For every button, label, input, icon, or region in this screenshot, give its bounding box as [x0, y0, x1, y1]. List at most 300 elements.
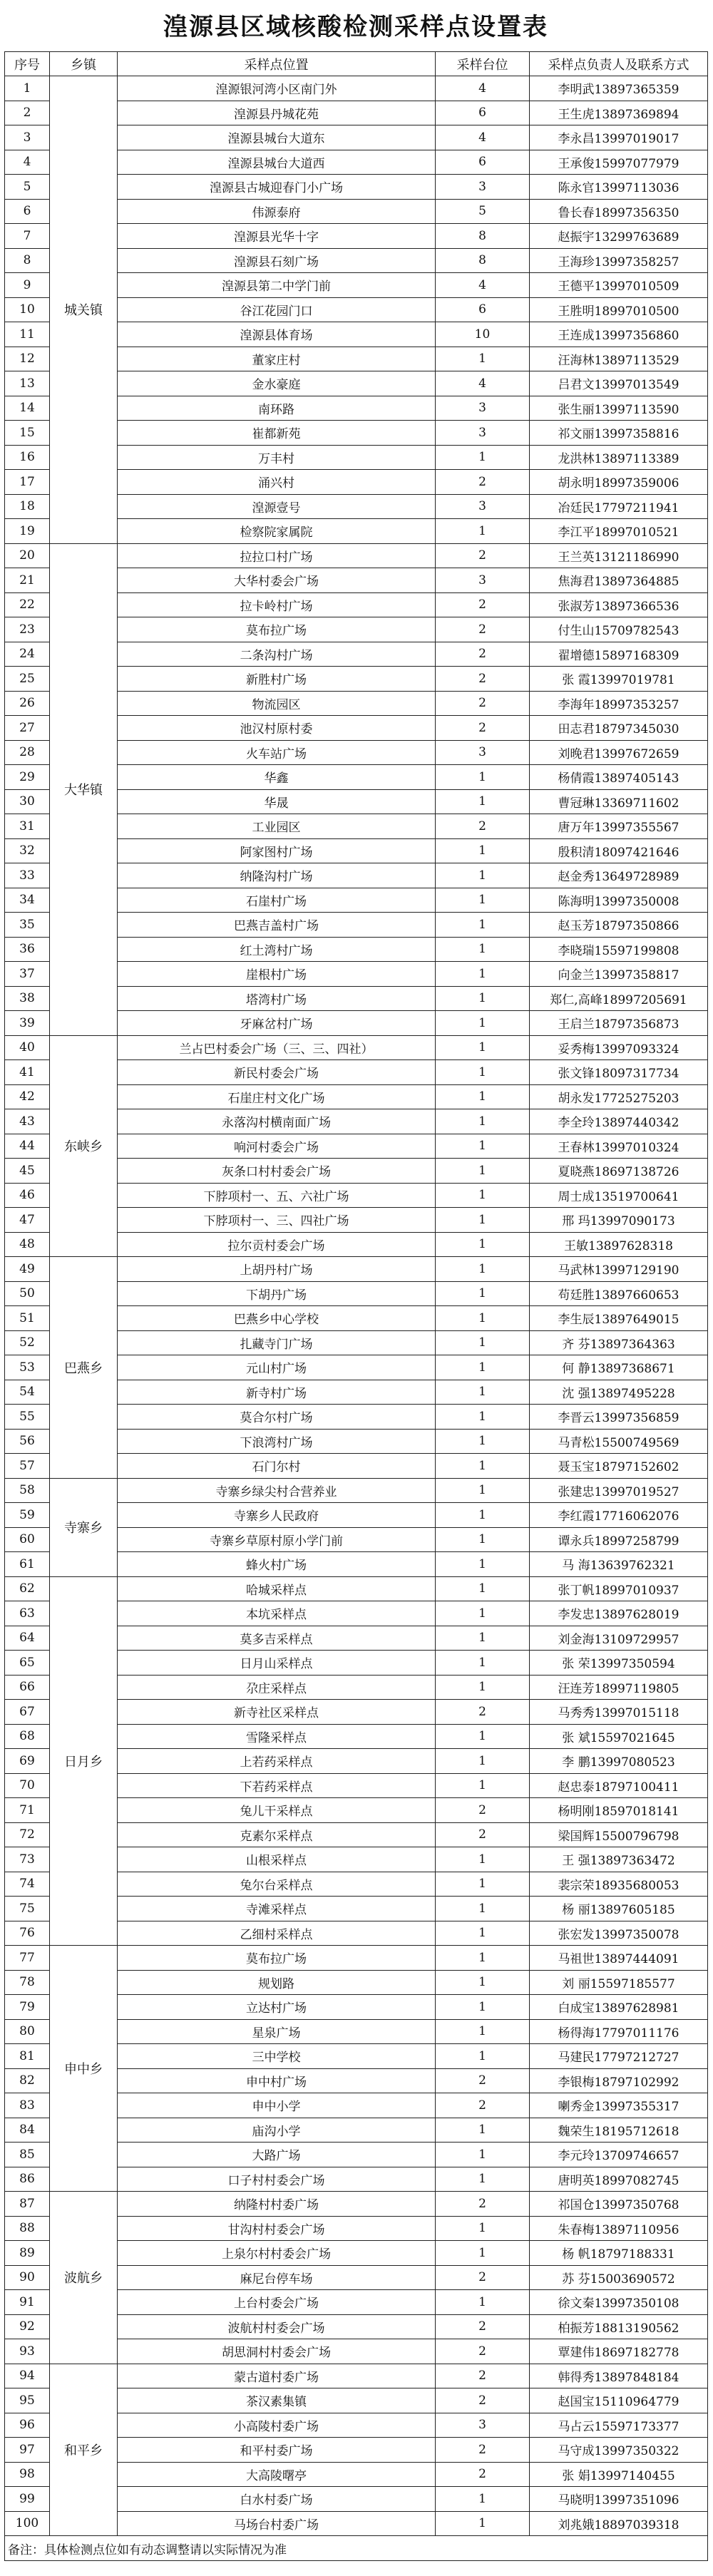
row-index: 72: [5, 1822, 50, 1847]
row-contact: 裴宗荣18935680053: [530, 1872, 708, 1897]
row-contact: 周士成13519700641: [530, 1183, 708, 1208]
row-index: 62: [5, 1576, 50, 1601]
row-index: 58: [5, 1478, 50, 1503]
row-index: 19: [5, 519, 50, 544]
row-index: 23: [5, 617, 50, 642]
row-index: 61: [5, 1552, 50, 1577]
row-location: 牙麻岔村广场: [118, 1011, 436, 1036]
header-location: 采样点位置: [118, 52, 436, 76]
row-index: 45: [5, 1159, 50, 1184]
row-contact: 刘兆娥18897039318: [530, 2511, 708, 2536]
row-stations: 1: [436, 863, 530, 888]
row-index: 14: [5, 396, 50, 421]
row-contact: 李全玲13897440342: [530, 1109, 708, 1134]
row-stations: 1: [436, 2241, 530, 2266]
row-location: 下脖项村一、五、六社广场: [118, 1183, 436, 1208]
row-index: 67: [5, 1700, 50, 1725]
row-location: 莫合尔村广场: [118, 1405, 436, 1430]
row-location: 麻尼台停车场: [118, 2265, 436, 2290]
row-stations: 1: [436, 1651, 530, 1676]
row-contact: 邢 玛13997090173: [530, 1208, 708, 1233]
row-index: 59: [5, 1503, 50, 1528]
row-location: 小高陵村委广场: [118, 2413, 436, 2438]
row-index: 95: [5, 2388, 50, 2413]
header-stations: 采样台位: [436, 52, 530, 76]
row-location: 华鑫: [118, 765, 436, 790]
row-location: 火车站广场: [118, 740, 436, 765]
row-stations: 3: [436, 2413, 530, 2438]
row-town: 申中乡: [50, 1946, 118, 2192]
row-location: 胡思洞村村委会广场: [118, 2339, 436, 2364]
row-stations: 1: [436, 1576, 530, 1601]
row-location: 南环路: [118, 396, 436, 421]
row-location: 纳隆沟村广场: [118, 863, 436, 888]
row-index: 35: [5, 913, 50, 938]
row-index: 70: [5, 1773, 50, 1798]
row-location: 兔儿干采样点: [118, 1798, 436, 1823]
row-contact: 张文锋18097317734: [530, 1060, 708, 1085]
row-location: 物流园区: [118, 691, 436, 716]
table-row: [5, 76, 708, 101]
row-contact: 聂玉宝18797152602: [530, 1454, 708, 1479]
table-row: [5, 2364, 708, 2388]
row-contact: 吕君文13997013549: [530, 371, 708, 396]
row-index: 41: [5, 1060, 50, 1085]
row-stations: 2: [436, 592, 530, 617]
row-index: 74: [5, 1872, 50, 1897]
row-index: 30: [5, 789, 50, 814]
row-stations: 1: [436, 888, 530, 913]
row-stations: 2: [436, 814, 530, 839]
row-contact: 向金兰13997358817: [530, 962, 708, 987]
row-index: 85: [5, 2143, 50, 2167]
row-contact: 马武林13997129190: [530, 1257, 708, 1282]
row-stations: 1: [436, 445, 530, 470]
row-location: 湟源壹号: [118, 494, 436, 519]
row-stations: 4: [436, 125, 530, 150]
row-index: 47: [5, 1208, 50, 1233]
row-contact: 赵国宝15110964779: [530, 2388, 708, 2413]
row-stations: 2: [436, 2093, 530, 2118]
row-location: 纳隆村村委广场: [118, 2192, 436, 2217]
row-location: 上泉尔村村委会广场: [118, 2241, 436, 2266]
row-contact: 王敏13897628318: [530, 1232, 708, 1257]
row-stations: 2: [436, 1798, 530, 1823]
row-stations: 1: [436, 1429, 530, 1454]
row-location: 茶汉素集镇: [118, 2388, 436, 2413]
row-contact: 陈永官13997113036: [530, 175, 708, 200]
row-contact: 刘金海13109729957: [530, 1626, 708, 1651]
row-location: 拉卡岭村广场: [118, 592, 436, 617]
row-index: 21: [5, 568, 50, 593]
row-contact: 张建忠13997019527: [530, 1478, 708, 1503]
row-index: 4: [5, 150, 50, 175]
row-contact: 夏晓燕18697138726: [530, 1159, 708, 1184]
row-index: 65: [5, 1651, 50, 1676]
row-contact: 何 静13897368671: [530, 1355, 708, 1380]
row-index: 29: [5, 765, 50, 790]
row-contact: 张 霞13997019781: [530, 667, 708, 692]
row-location: 湟源县体育场: [118, 322, 436, 347]
row-location: 雪隆采样点: [118, 1724, 436, 1749]
row-contact: 杨 帆18797188331: [530, 2241, 708, 2266]
row-location: 白水村委广场: [118, 2487, 436, 2512]
row-index: 76: [5, 1921, 50, 1946]
row-location: 伟源泰府: [118, 199, 436, 224]
row-index: 46: [5, 1183, 50, 1208]
row-index: 94: [5, 2364, 50, 2388]
row-contact: 李发忠13897628019: [530, 1601, 708, 1626]
row-location: 上胡丹村广场: [118, 1257, 436, 1282]
row-location: 口子村村委会广场: [118, 2167, 436, 2192]
row-stations: 1: [436, 913, 530, 938]
row-contact: 杨倩霞13897405143: [530, 765, 708, 790]
row-index: 28: [5, 740, 50, 765]
row-stations: 1: [436, 1847, 530, 1872]
row-contact: 齐 芬13897364363: [530, 1330, 708, 1355]
row-contact: 魏荣生18195712618: [530, 2118, 708, 2143]
row-location: 工业园区: [118, 814, 436, 839]
row-stations: 2: [436, 2192, 530, 2217]
row-index: 51: [5, 1306, 50, 1331]
row-index: 49: [5, 1257, 50, 1282]
row-stations: 2: [436, 1822, 530, 1847]
row-index: 55: [5, 1405, 50, 1430]
row-contact: 刘 丽15597185577: [530, 1970, 708, 1995]
row-stations: 1: [436, 1872, 530, 1897]
row-index: 73: [5, 1847, 50, 1872]
row-index: 48: [5, 1232, 50, 1257]
row-stations: 1: [436, 1109, 530, 1134]
row-stations: 8: [436, 248, 530, 273]
row-contact: 马建民17797212727: [530, 2044, 708, 2069]
row-contact: 祁国仓13997350768: [530, 2192, 708, 2217]
row-contact: 胡永发17725275203: [530, 1084, 708, 1109]
row-contact: 马青松15500749569: [530, 1429, 708, 1454]
row-location: 新寺社区采样点: [118, 1700, 436, 1725]
row-index: 57: [5, 1454, 50, 1479]
row-stations: 1: [436, 2290, 530, 2315]
row-stations: 8: [436, 224, 530, 249]
row-stations: 1: [436, 1355, 530, 1380]
row-stations: 3: [436, 740, 530, 765]
row-contact: 张 斌15597021645: [530, 1724, 708, 1749]
row-index: 31: [5, 814, 50, 839]
row-contact: 喇秀金13997355317: [530, 2093, 708, 2118]
row-contact: 杨 丽13897605185: [530, 1897, 708, 1921]
row-stations: 1: [436, 1330, 530, 1355]
row-location: 大高陵曙亭: [118, 2462, 436, 2487]
row-stations: 1: [436, 519, 530, 544]
row-index: 86: [5, 2167, 50, 2192]
row-contact: 王海珍13997358257: [530, 248, 708, 273]
row-stations: 1: [436, 1257, 530, 1282]
row-contact: 翟增德15897168309: [530, 642, 708, 667]
row-index: 13: [5, 371, 50, 396]
row-stations: 1: [436, 2118, 530, 2143]
row-stations: 1: [436, 1946, 530, 1971]
row-index: 33: [5, 863, 50, 888]
row-location: 金水豪庭: [118, 371, 436, 396]
row-location: 乙细村采样点: [118, 1921, 436, 1946]
row-index: 88: [5, 2216, 50, 2241]
row-stations: 1: [436, 347, 530, 371]
row-location: 扎藏寺门广场: [118, 1330, 436, 1355]
row-location: 巴燕吉盖村广场: [118, 913, 436, 938]
row-index: 11: [5, 322, 50, 347]
row-location: 石门尔村: [118, 1454, 436, 1479]
row-location: 检察院家属院: [118, 519, 436, 544]
row-stations: 1: [436, 1035, 530, 1060]
row-index: 52: [5, 1330, 50, 1355]
row-stations: 2: [436, 2364, 530, 2388]
row-index: 53: [5, 1355, 50, 1380]
row-index: 64: [5, 1626, 50, 1651]
row-stations: 1: [436, 962, 530, 987]
table-row: [5, 1478, 708, 1503]
row-contact: 沈 强13897495228: [530, 1380, 708, 1405]
table-row: [5, 1946, 708, 1971]
row-stations: 1: [436, 1897, 530, 1921]
row-location: 克素尔采样点: [118, 1822, 436, 1847]
row-town: 和平乡: [50, 2364, 118, 2536]
row-contact: 赵振宇13299763689: [530, 224, 708, 249]
row-location: 莫布拉广场: [118, 1946, 436, 1971]
row-stations: 1: [436, 1970, 530, 1995]
row-contact: 李晋云13997356859: [530, 1405, 708, 1430]
row-stations: 2: [436, 617, 530, 642]
row-stations: 2: [436, 2462, 530, 2487]
row-stations: 1: [436, 1749, 530, 1774]
row-location: 莫多吉采样点: [118, 1626, 436, 1651]
row-stations: 1: [436, 2487, 530, 2512]
row-index: 16: [5, 445, 50, 470]
row-stations: 1: [436, 1626, 530, 1651]
row-stations: 1: [436, 1675, 530, 1700]
table-body: [5, 76, 708, 2536]
sampling-sites-sheet: [4, 3, 707, 2561]
row-contact: 张 荣13997350594: [530, 1651, 708, 1676]
row-contact: 付生山15709782543: [530, 617, 708, 642]
row-contact: 唐明英18997082745: [530, 2167, 708, 2192]
row-stations: 6: [436, 150, 530, 175]
row-stations: 6: [436, 101, 530, 125]
row-index: 77: [5, 1946, 50, 1971]
row-index: 81: [5, 2044, 50, 2069]
row-index: 25: [5, 667, 50, 692]
row-stations: 1: [436, 1478, 530, 1503]
row-index: 24: [5, 642, 50, 667]
row-contact: 马祖世13897444091: [530, 1946, 708, 1971]
row-contact: 梁国辉15500796798: [530, 1822, 708, 1847]
row-contact: 赵忠泰18797100411: [530, 1773, 708, 1798]
row-index: 99: [5, 2487, 50, 2512]
row-contact: 祁文丽13997358816: [530, 421, 708, 446]
row-location: 本坑采样点: [118, 1601, 436, 1626]
row-location: 蜂火村广场: [118, 1552, 436, 1577]
row-location: 董家庄村: [118, 347, 436, 371]
row-index: 84: [5, 2118, 50, 2143]
row-location: 申中村广场: [118, 2068, 436, 2093]
row-stations: 4: [436, 76, 530, 101]
sampling-sites-table: [4, 51, 708, 2561]
row-contact: 李红霞17716062076: [530, 1503, 708, 1528]
row-contact: 汪连芳18997119805: [530, 1675, 708, 1700]
row-index: 96: [5, 2413, 50, 2438]
row-location: 甘沟村村委会广场: [118, 2216, 436, 2241]
row-index: 89: [5, 2241, 50, 2266]
row-location: 湟源县古城迎春门小广场: [118, 175, 436, 200]
row-contact: 焦海君13897364885: [530, 568, 708, 593]
row-town: 大华镇: [50, 543, 118, 1035]
row-location: 湟源银河湾小区南门外: [118, 76, 436, 101]
row-contact: 李永昌13997019017: [530, 125, 708, 150]
row-index: 83: [5, 2093, 50, 2118]
row-location: 上若药采样点: [118, 1749, 436, 1774]
row-contact: 妥秀梅13997093324: [530, 1035, 708, 1060]
row-stations: 2: [436, 2068, 530, 2093]
row-index: 2: [5, 101, 50, 125]
row-stations: 1: [436, 1454, 530, 1479]
row-index: 26: [5, 691, 50, 716]
row-town: 巴燕乡: [50, 1257, 118, 1479]
row-location: 永落沟村横南面广场: [118, 1109, 436, 1134]
row-contact: 朱春梅13897110956: [530, 2216, 708, 2241]
row-stations: 1: [436, 1232, 530, 1257]
row-contact: 王德平13997010509: [530, 273, 708, 298]
row-index: 98: [5, 2462, 50, 2487]
row-stations: 10: [436, 322, 530, 347]
row-stations: 3: [436, 568, 530, 593]
row-stations: 3: [436, 421, 530, 446]
header-contact: 采样点负责人及联系方式: [530, 52, 708, 76]
row-contact: 马占云15597173377: [530, 2413, 708, 2438]
row-index: 43: [5, 1109, 50, 1134]
row-index: 18: [5, 494, 50, 519]
row-contact: 李银梅18797102992: [530, 2068, 708, 2093]
row-stations: 2: [436, 716, 530, 741]
row-contact: 苟廷胜13897660653: [530, 1281, 708, 1306]
row-contact: 杨得海17797011176: [530, 2019, 708, 2044]
row-location: 寺滩采样点: [118, 1897, 436, 1921]
row-stations: 3: [436, 494, 530, 519]
row-index: 69: [5, 1749, 50, 1774]
row-stations: 1: [436, 1159, 530, 1184]
row-location: 山根采样点: [118, 1847, 436, 1872]
row-location: 崔都新苑: [118, 421, 436, 446]
row-location: 立达村广场: [118, 1995, 436, 2020]
row-stations: 1: [436, 1527, 530, 1552]
row-location: 寺寨乡草原村原小学门前: [118, 1527, 436, 1552]
row-stations: 1: [436, 2044, 530, 2069]
row-location: 拉拉口村广场: [118, 543, 436, 568]
row-index: 87: [5, 2192, 50, 2217]
row-contact: 李元玲13709746657: [530, 2143, 708, 2167]
table-header-row: [5, 52, 708, 76]
row-stations: 1: [436, 838, 530, 863]
row-location: 庙沟小学: [118, 2118, 436, 2143]
row-town: 日月乡: [50, 1576, 118, 1946]
row-location: 尕庄采样点: [118, 1675, 436, 1700]
row-contact: 韩得秀13897848184: [530, 2364, 708, 2388]
row-location: 星泉广场: [118, 2019, 436, 2044]
row-town: 城关镇: [50, 76, 118, 544]
row-stations: 1: [436, 1724, 530, 1749]
row-contact: 王承俊15997077979: [530, 150, 708, 175]
row-index: 63: [5, 1601, 50, 1626]
row-contact: 柏振芳18813190562: [530, 2314, 708, 2339]
row-index: 3: [5, 125, 50, 150]
row-stations: 1: [436, 765, 530, 790]
row-contact: 李生辰13897649015: [530, 1306, 708, 1331]
row-contact: 谭永兵18997258799: [530, 1527, 708, 1552]
row-location: 马场台村委广场: [118, 2511, 436, 2536]
row-stations: 3: [436, 175, 530, 200]
row-contact: 张宏发13997350078: [530, 1921, 708, 1946]
row-contact: 张丁帆18997010937: [530, 1576, 708, 1601]
row-contact: 李 鹏13997080523: [530, 1749, 708, 1774]
row-location: 下胡丹广场: [118, 1281, 436, 1306]
table-row: [5, 2192, 708, 2217]
row-index: 91: [5, 2290, 50, 2315]
row-location: 规划路: [118, 1970, 436, 1995]
table-row: [5, 1035, 708, 1060]
row-index: 39: [5, 1011, 50, 1036]
row-stations: 1: [436, 1306, 530, 1331]
row-contact: 胡永明18997359006: [530, 470, 708, 495]
row-location: 兔尔台采样点: [118, 1872, 436, 1897]
row-stations: 1: [436, 1380, 530, 1405]
row-stations: 1: [436, 1011, 530, 1036]
row-contact: 曹冠琳13369711602: [530, 789, 708, 814]
row-location: 红土湾村广场: [118, 937, 436, 962]
row-location: 下脖项村一、三、四社广场: [118, 1208, 436, 1233]
row-stations: 1: [436, 2143, 530, 2167]
header-town: 乡镇: [50, 52, 118, 76]
row-contact: 王启兰18797356873: [530, 1011, 708, 1036]
row-index: 90: [5, 2265, 50, 2290]
row-location: 崖根村广场: [118, 962, 436, 987]
row-index: 75: [5, 1897, 50, 1921]
row-location: 三中学校: [118, 2044, 436, 2069]
row-contact: 张淑芳13897366536: [530, 592, 708, 617]
row-contact: 王连成13997356860: [530, 322, 708, 347]
footer-row: [5, 2536, 708, 2561]
row-location: 湟源县城台大道西: [118, 150, 436, 175]
row-stations: 1: [436, 1060, 530, 1085]
row-index: 36: [5, 937, 50, 962]
row-stations: 1: [436, 2511, 530, 2536]
row-stations: 1: [436, 789, 530, 814]
row-index: 42: [5, 1084, 50, 1109]
row-location: 华晟: [118, 789, 436, 814]
row-contact: 王兰英13121186990: [530, 543, 708, 568]
row-contact: 马 海13639762321: [530, 1552, 708, 1577]
row-location: 巴燕乡中心学校: [118, 1306, 436, 1331]
row-index: 78: [5, 1970, 50, 1995]
row-stations: 1: [436, 1773, 530, 1798]
row-town: 波航乡: [50, 2192, 118, 2364]
row-town: 东峡乡: [50, 1035, 118, 1257]
row-location: 湟源县城台大道东: [118, 125, 436, 150]
row-location: 湟源县光华十字: [118, 224, 436, 249]
row-index: 15: [5, 421, 50, 446]
row-stations: 5: [436, 199, 530, 224]
row-contact: 冶廷民17797211941: [530, 494, 708, 519]
row-index: 79: [5, 1995, 50, 2020]
row-index: 22: [5, 592, 50, 617]
row-stations: 1: [436, 1084, 530, 1109]
